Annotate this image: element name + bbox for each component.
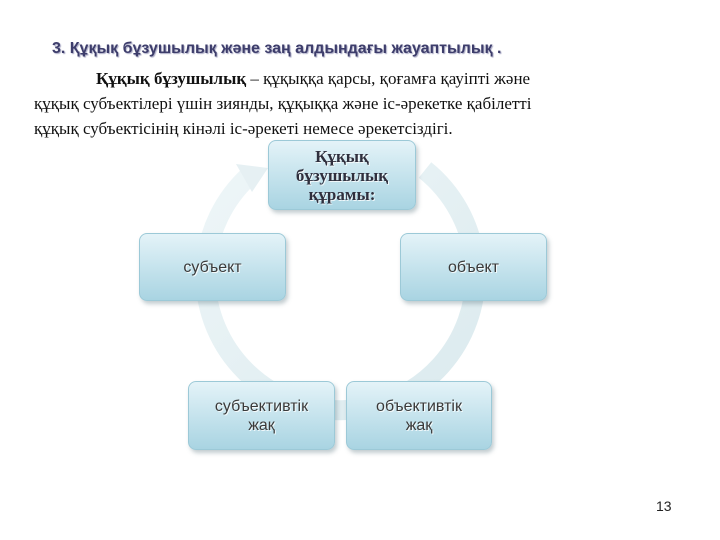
slide-heading: 3. Құқық бұзушылық және заң алдындағы жауаптылық . [52,40,502,57]
paragraph-line-3: құқық субъектісінің кінәлі іс-әрекеті немесе әрекетсіздігі. [34,119,453,138]
node-subject-label: субъект [183,258,242,276]
definition-line1-rest: – құқыққа қарсы, қоғамға қауіпті және [246,69,531,88]
node-subjective-side [188,381,335,450]
node-offense-composition-line1: Құқық [315,146,369,166]
page-number: 13 [656,498,672,514]
node-subjective-side-line1: субъективтік [214,397,309,415]
node-offense-composition-line2: бұзушылық [295,165,389,185]
node-objective-side-line1: объективтік [376,397,462,415]
node-subjective-side-line2: жақ [248,416,275,434]
definition-term: Құқық бұзушылық [96,69,247,88]
node-objective-side [346,381,492,450]
node-object-label: объект [448,258,499,276]
node-subject [139,233,286,301]
node-object [400,233,547,301]
node-offense-composition [268,140,416,210]
node-offense-composition-line3: құрамы: [308,184,376,204]
paragraph-line-2: құқық субъектілері үшін зиянды, құқыққа және іс-әрекетке қабілетті [34,94,532,113]
node-objective-side-line2: жақ [405,416,433,434]
